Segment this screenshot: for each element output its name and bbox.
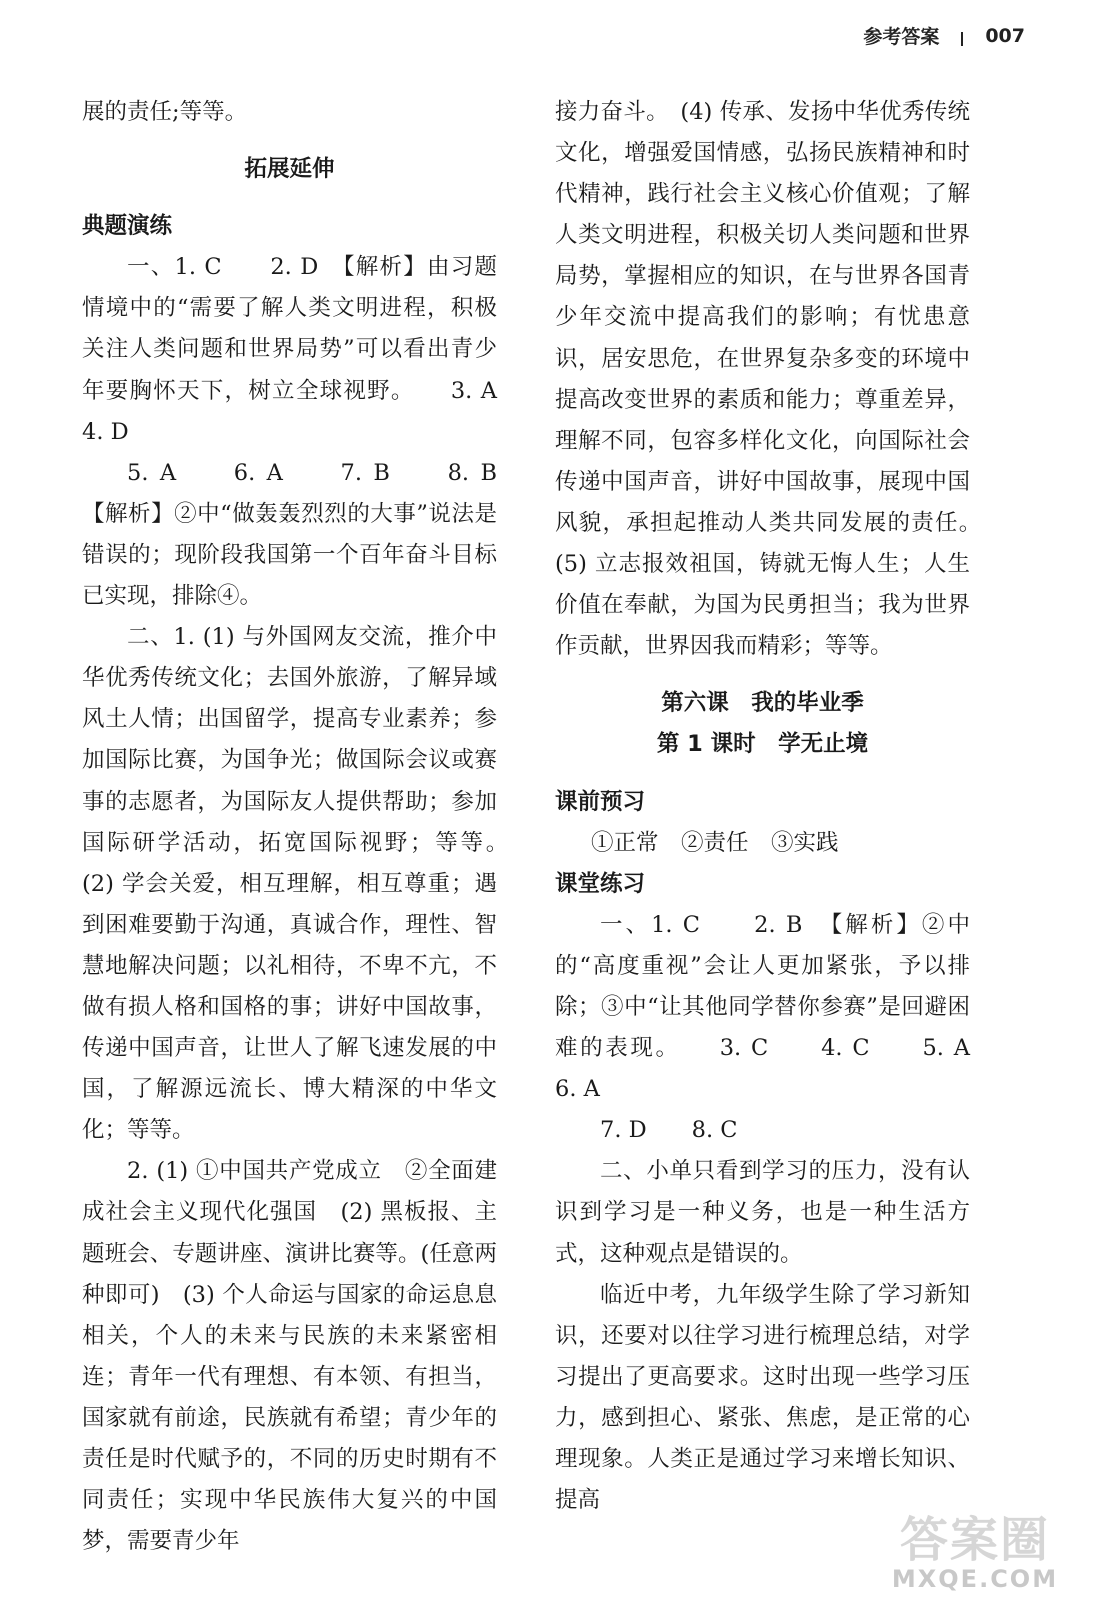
spacer — [555, 667, 970, 683]
header-divider — [961, 32, 963, 46]
answer-paragraph: 二、小单只看到学习的压力，没有认识到学习是一种义务，也是一种生活方式，这种观点是错误的。 — [555, 1158, 970, 1267]
right-column — [555, 92, 1016, 1521]
page-header — [863, 22, 1025, 49]
answer-paragraph: 2. (1) ①中国共产党成立 ②全面建成社会主义现代化强国 (2) 黑板报、主题班会、专题讲座、演讲比赛等。(任意两种即可) (3) 个人命运与国家的命运息息相关，个人的未来与民族的未来紧密相连；青年一代有理想、有本领、有担当，国家就有前途，民族就有希望；青少年的责任是时代赋予的，不同的历史时期有不同责任；实现中华民族伟大复兴的中国梦，需要青少年 — [82, 1158, 497, 1555]
lesson-title: 第六课 我的毕业季 — [661, 690, 864, 717]
watermark-logo — [875, 1514, 1075, 1594]
subheading-typical-exercises: 典题演练 — [82, 213, 173, 240]
paragraph: 展的责任;等等。 — [82, 99, 248, 125]
header-section-title: 参考答案 — [863, 26, 940, 48]
answer-paragraph: 临近中考，九年级学生除了学习新知识，还要对以往学习进行梳理总结，对学习提出了更高要求。这时出现一些学习压力，感到担心、紧张、焦虑，是正常的心理现象。人类正是通过学习来增长知识、提高 — [555, 1281, 970, 1514]
lesson-subtitle: 第 1 课时 学无止境 — [656, 731, 869, 758]
subheading-classroom-practice: 课堂练习 — [555, 870, 646, 897]
answer-paragraph: 5. A 6. A 7. B 8. B 【解析】②中“做轰轰烈烈的大事”说法是错误的；现阶段我国第一个百年奋斗目标已实现，排除④。 — [82, 459, 520, 610]
spacer — [82, 133, 497, 149]
watermark-url: MXQE.COM — [891, 1565, 1059, 1593]
answer-paragraph: 7. D 8. C — [600, 1117, 738, 1144]
page-number: 007 — [985, 24, 1025, 47]
watermark-logo-text: 答案圈 — [899, 1512, 1050, 1568]
answer-paragraph: 二、1. (1) 与外国网友交流，推介中华优秀传统文化；去国外旅游，了解异域风土人情；出国留学，提高专业素养；参加国际比赛，为国争光；做国际会议或赛事的志愿者，为国际友人提供帮助；参加国际研学活动，拓宽国际视野；等等。 (2) 学会关爱，相互理解，相互尊重；遇到困难要勤于沟通，真诚合作，理性、智慧地解决问题；以礼相待，不卑不亢，不做有损人格和国格的事；讲好中国故事，传递中国声音，让世人了解飞速发展的中国，了解源远流长、博大精深的中华文化；等等。 — [82, 624, 520, 1144]
answer-paragraph: 一、1. C 2. D 【解析】由习题情境中的“需要了解人类文明进程，积极关注人类问题和世界局势”可以看出青少年要胸怀天下，树立全球视野。 3. A 4. D — [82, 254, 543, 445]
paragraph: 接力奋斗。 (4) 传承、发扬中华优秀传统文化，增强爱国情感，弘扬民族精神和时代精神，践行社会主义核心价值观；了解人类文明进程，积极关切人类问题和世界局势，掌握相应的知识，在与世界各国青少年交流中提高我们的影响；有忧患意识，居安思危，在世界复杂多变的环境中提高改变世界的素质和能力；尊重差异，理解不同，包容多样化文化，向国际社会传递中国声音，讲好中国故事，展现中国风貌，承担起推动人类共同发展的责任。 (5) 立志报效祖国，铸就无悔人生；人生价值在奉献，为国为民勇担当；我为世界作贡献，世界因我而精彩；等等。 — [555, 99, 993, 660]
spacer — [555, 766, 970, 782]
subheading-preview: 课前预习 — [555, 788, 646, 815]
section-heading: 拓展延伸 — [244, 156, 335, 183]
preview-answers: ①正常 ②责任 ③实践 — [591, 829, 839, 856]
answer-paragraph: 一、1. C 2. B 【解析】②中的“高度重视”会让人更加紧张，予以排除；③中“让其他同学替你参赛”是回避困难的表现。 3. C 4. C 5. A 6. A — [555, 911, 1016, 1103]
left-column — [82, 92, 543, 1562]
spacer — [82, 190, 497, 206]
